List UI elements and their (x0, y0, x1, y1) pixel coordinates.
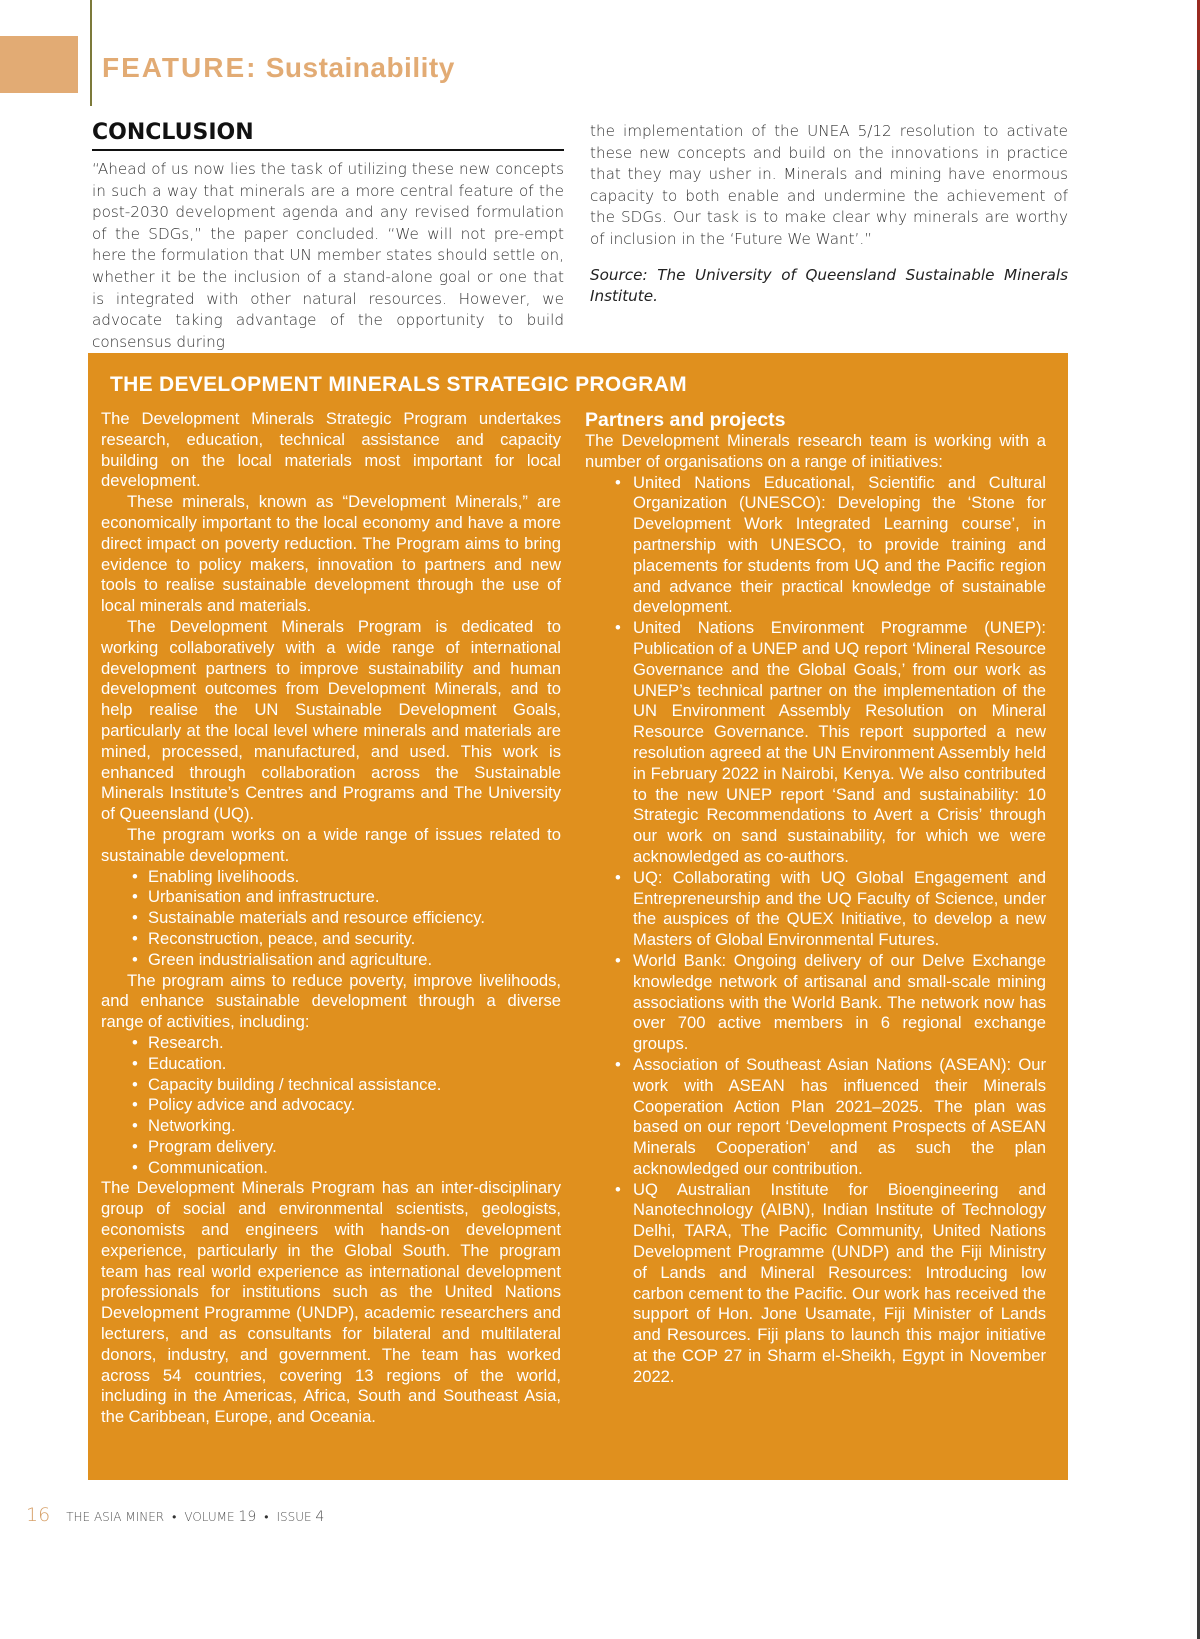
list-item: • World Bank: Ongoing delivery of our Delve Exchange knowledge network of artisanal and small-scale mining associations with the World Bank. The network now has over 700 active members in 6 regional exchange groups. (585, 951, 1046, 1055)
list-item: • Enabling livelihoods. (101, 867, 561, 888)
box-left-column (101, 409, 561, 1428)
list-item: • Communication. (101, 1158, 561, 1179)
conclusion-heading: CONCLUSION (92, 120, 564, 151)
box-paragraph: The program works on a wide range of issues related to sustainable development. (101, 824, 561, 865)
box-title: THE DEVELOPMENT MINERALS STRATEGIC PROGRAM (110, 373, 687, 396)
box-paragraph: The Development Minerals Program is dedicated to working collaboratively with a wide range of international development partners to improve sustainability and human development outcomes from Development Minerals, and to help realise the UN Sustainable Development Goals, particularly at the local level where minerals and materials are mined, processed, manufactured, and used. This work is enhanced through collaboration across the Sustainable Minerals Institute’s Centres and Programs and The University of Queensland (UQ). (101, 616, 561, 824)
partners-list (585, 473, 1046, 1388)
conclusion-text-1: “Ahead of us now lies the task of utilizing these new concepts in such a way that minerals are a more central feature of the post-2030 development agenda and any revised formulation of the SDGs,” the paper concluded. “We will not pre-empt here the formulation that UN member states should settle on, whether it be the inclusion of a stand-alone goal or one that is integrated with other natural resources. However, we advocate taking advantage of the opportunity to build consensus during (92, 160, 564, 351)
header-divider (90, 0, 92, 106)
page-number: 16 (26, 1504, 51, 1526)
box-paragraph: The Development Minerals Strategic Program undertakes research, education, technical assistance and capacity building on the local materials most important for local development. (101, 409, 561, 491)
box-right-column (585, 409, 1046, 1388)
source-credit: Source: The University of Queensland Sustainable Minerals Institute. (590, 265, 1068, 306)
activities-list (101, 1033, 561, 1179)
issue-number: 4 (315, 1509, 325, 1525)
box-paragraph: The Development Minerals Program has an inter-disciplinary group of social and environmental scientists, geologists, economists and engineers with hands-on development experience, particularly in the Global South. The program team has real world experience as international development professionals for institutions such as the United Nations Development Programme (UNDP), academic researchers and lecturers, and as consultants for bilateral and multilateral donors, industry, and government. The team has worked across 54 countries, covering 13 regions of the world, including in the Americas, Africa, South and Southeast Asia, the Caribbean, Europe, and Oceania. (101, 1178, 561, 1427)
partners-heading: Partners and projects (585, 409, 786, 431)
volume-number: 19 (238, 1509, 257, 1525)
volume-label: VOLUME (184, 1510, 235, 1524)
section-label: FEATURE: (102, 52, 258, 83)
issue-label: ISSUE (276, 1510, 312, 1524)
list-item: • United Nations Educational, Scientific and Cultural Organization (UNESCO): Developing the ‘Stone for Development Work Integrated Learning course’, in partnership with UNESCO, to provide training and placements for students from UQ and the Pacific region and advance their practical knowledge of sustainable development. (585, 473, 1046, 619)
box-paragraph: These minerals, known as “Development Minerals,” are economically important to the local economy and have a more direct impact on poverty reduction. The Program aims to bring evidence to policy makers, innovation to partners and new tools to realise sustainable development through the use of local minerals and materials. (101, 492, 561, 616)
section-header (102, 52, 455, 84)
list-item: • Program delivery. (101, 1137, 561, 1158)
section-tab (0, 36, 78, 93)
list-item: • Green industrialisation and agriculture. (101, 950, 561, 971)
list-item: • Capacity building / technical assistance. (101, 1075, 561, 1096)
sidebar-box (88, 353, 1068, 1480)
list-item: • Reconstruction, peace, and security. (101, 929, 561, 950)
list-item: • United Nations Environment Programme (UNEP): Publication of a UNEP and UQ report ‘Mineral Resource Governance and the Global Goals,’ from our work as UNEP’s technical partner on the implementation of the UN Environment Assembly Resolution on Mineral Resource Governance. This report supported a new resolution agreed at the UN Environment Assembly held in February 2022 in Nairobi, Kenya. We also contributed to the new UNEP report ‘Sand and sustainability: 10 Strategic Recommendations to Avert a Crisis’ through our work on sand sustainability, for which we were acknowledged as co-authors. (585, 618, 1046, 868)
list-item: • Education. (101, 1054, 561, 1075)
list-item: • Urbanisation and infrastructure. (101, 887, 561, 908)
issues-list (101, 867, 561, 971)
page-footer: 16 THE ASIA MINER • VOLUME 19 • ISSUE 4 (26, 1504, 325, 1526)
section-topic: Sustainability (265, 52, 455, 83)
conclusion-column-2 (590, 121, 1068, 308)
conclusion-text-2: the implementation of the UNEA 5/12 resolution to activate these new concepts and build on the innovations in practice that they may usher in. Minerals and mining have enormous capacity to both enable and undermine the achievement of the SDGs. Our task is to make clear why minerals are worthy of inclusion in the ‘Future We Want’.” (590, 122, 1068, 248)
list-item: • Networking. (101, 1116, 561, 1137)
list-item: • Research. (101, 1033, 561, 1054)
conclusion-column-1 (92, 159, 564, 353)
list-item: • UQ: Collaborating with UQ Global Engagement and Entrepreneurship and the UQ Faculty of Science, under the auspices of the QUEX Initiative, to develop a new Masters of Global Environmental Futures. (585, 868, 1046, 951)
box-paragraph: The program aims to reduce poverty, improve livelihoods, and enhance sustainable development through a diverse range of activities, including: (101, 970, 561, 1032)
list-item: • Sustainable materials and resource efficiency. (101, 908, 561, 929)
list-item: • UQ Australian Institute for Bioengineering and Nanotechnology (AIBN), Indian Institute of Technology Delhi, TARA, The Pacific Community, United Nations Development Programme (UNDP) and the Fiji Ministry of Lands and Mineral Resources: Introducing low carbon cement to the Pacific. Our work has received the support of Hon. Jone Usamate, Fiji Minister of Lands and Resources. Fiji plans to launch this major initiative at the COP 27 in Sharm el-Sheikh, Egypt in November 2022. (585, 1180, 1046, 1388)
partners-intro: The Development Minerals research team is working with a number of organisations on a range of initiatives: (585, 431, 1046, 471)
publication-name: THE ASIA MINER (66, 1510, 165, 1524)
list-item: • Association of Southeast Asian Nations (ASEAN): Our work with ASEAN has influenced their Minerals Cooperation Action Plan 2021–2025. The plan was based on our report ‘Development Prospects of ASEAN Minerals Cooperation’ and as such the plan acknowledged our contribution. (585, 1055, 1046, 1180)
list-item: • Policy advice and advocacy. (101, 1095, 561, 1116)
